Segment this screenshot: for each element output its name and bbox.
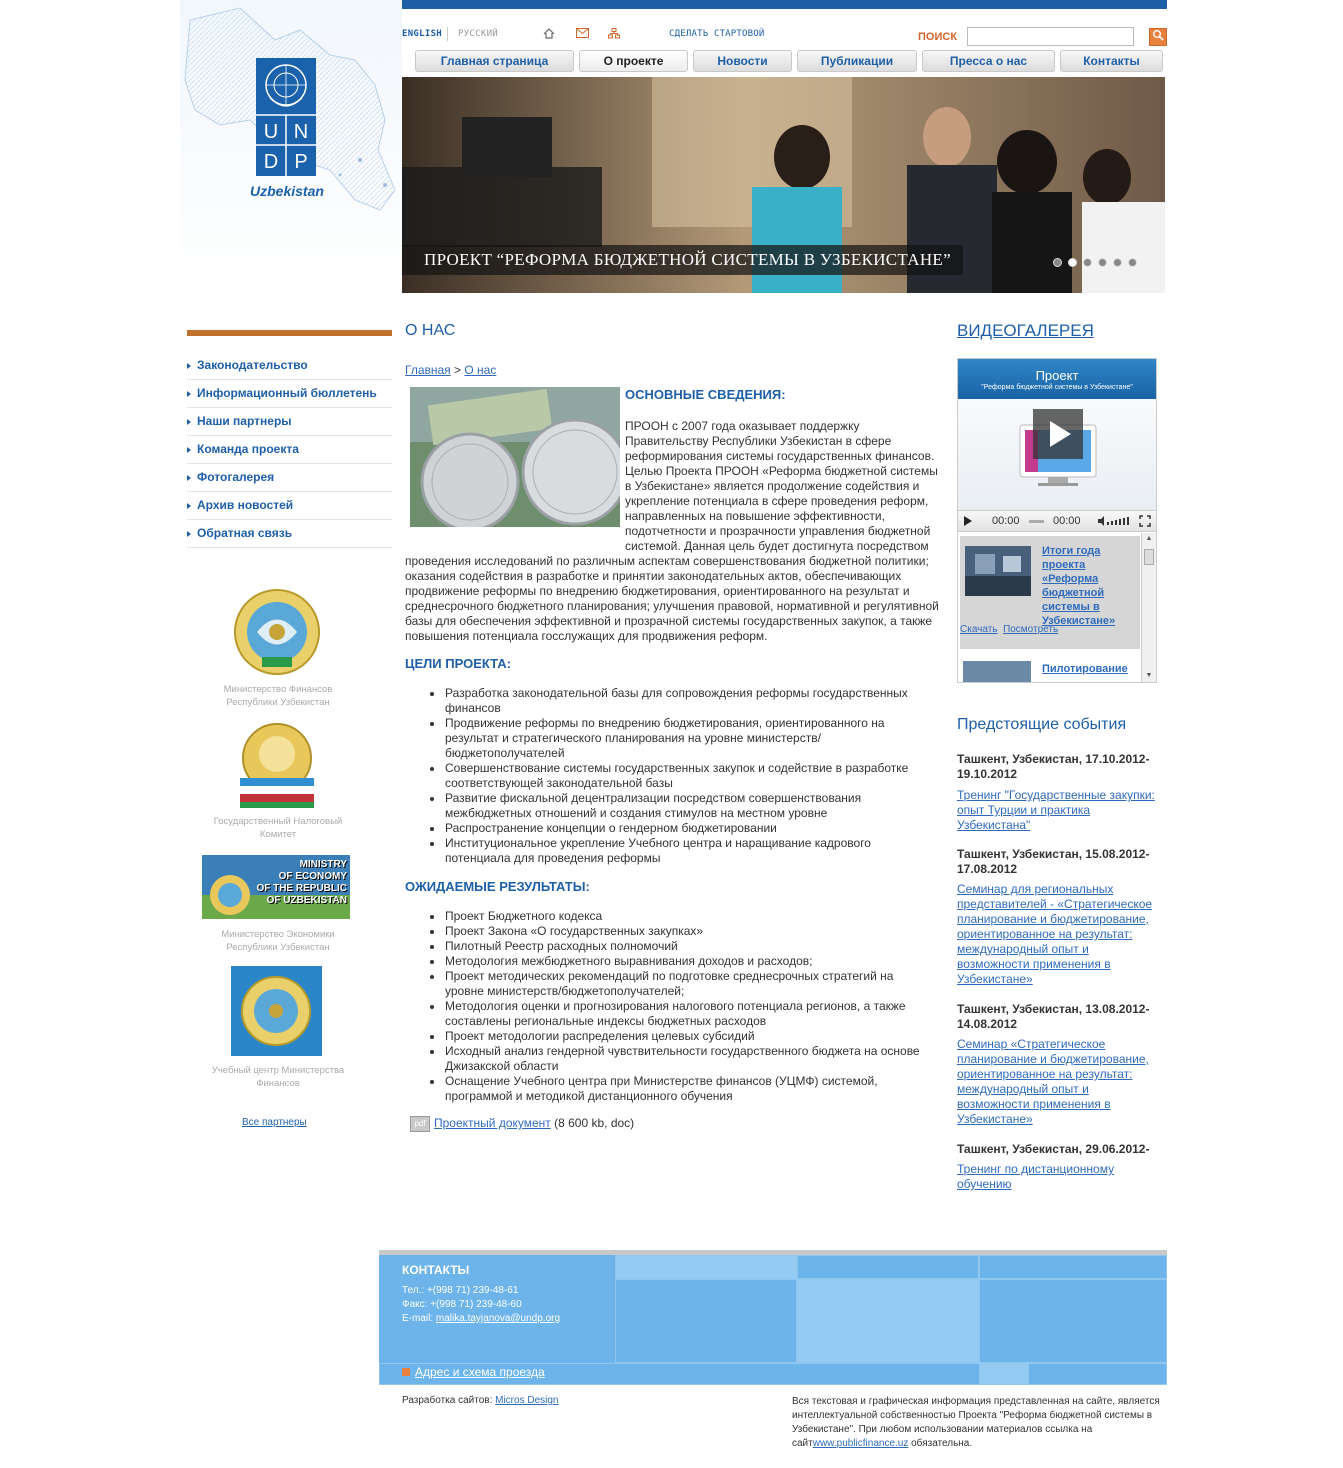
event-link[interactable]: Тренинг по дистанционному обучению bbox=[957, 1162, 1115, 1191]
breadcrumb-separator: > bbox=[450, 363, 465, 377]
logo-letter-d: D bbox=[263, 151, 279, 173]
lang-russian-link[interactable]: РУССКИЙ bbox=[458, 29, 499, 39]
video-list bbox=[958, 533, 1156, 683]
video-screen[interactable] bbox=[958, 359, 1156, 510]
results-list bbox=[427, 909, 927, 1104]
tab-news[interactable]: Новости bbox=[693, 50, 792, 72]
video-screen-subtitle: "Реформа бюджетной системы в Узбекистане" bbox=[981, 384, 1133, 391]
scroll-thumb[interactable] bbox=[1144, 549, 1154, 565]
list-item: Разработка законодательной базы для сопровождения реформы государственных финансов bbox=[427, 686, 927, 716]
partner-caption-ministry-economy: Министерство Экономики Республики Узбекистан bbox=[221, 929, 335, 953]
sidebar-item-team[interactable]: Команда проекта bbox=[187, 436, 392, 464]
home-icon[interactable] bbox=[542, 28, 556, 40]
video-progress-bar[interactable] bbox=[1029, 520, 1044, 523]
footer-decor-cell bbox=[615, 1255, 797, 1279]
footer-contacts-title: КОНТАКТЫ bbox=[402, 1263, 470, 1277]
list-item: Исходный анализ гендерной чувствительности государственного бюджета на основе Джизакской области bbox=[427, 1044, 927, 1074]
tab-publications[interactable]: Публикации bbox=[797, 50, 917, 72]
lang-english-link[interactable]: ENGLISH bbox=[402, 29, 443, 39]
event-link[interactable]: Тренинг "Государственные закупки: опыт Турции и практика Узбекистана" bbox=[957, 788, 1155, 832]
video-thumbnail[interactable] bbox=[965, 546, 1031, 596]
breadcrumb-current[interactable]: О нас bbox=[464, 363, 497, 377]
breadcrumb bbox=[405, 363, 496, 377]
ministry-logo-line-4: OF UZBEKISTAN bbox=[266, 895, 347, 906]
list-item: Проект Закона «О государственных закупках» bbox=[427, 924, 927, 939]
copyright-text: Вся текстовая и графическая информация представленная на сайте, является интеллектуальной собственностью Проекта "Реформа бюджетной системы в Узбекистане". При любом использовании материалов ссылка на сайт bbox=[792, 1396, 1160, 1449]
slide-dot-6[interactable] bbox=[1128, 258, 1137, 267]
play-button-icon[interactable] bbox=[964, 516, 972, 526]
event-date: Ташкент, Узбекистан, 17.10.2012-19.10.2012 bbox=[957, 752, 1150, 781]
logo-letter-n: N bbox=[293, 121, 309, 143]
video-controls bbox=[958, 510, 1156, 532]
event-date: Ташкент, Узбекистан, 29.06.2012- bbox=[957, 1142, 1150, 1156]
list-item: Развитие фискальной децентрализации посредством совершенствования межбюджетных отношений и создания стимулов на местном уровне bbox=[427, 791, 927, 821]
footer-fax: Факс: +(998 71) 239-48-60 bbox=[402, 1299, 522, 1310]
partner-logo-training-center[interactable] bbox=[231, 966, 322, 1056]
tab-press[interactable]: Пресса о нас bbox=[922, 50, 1055, 72]
list-item: Продвижение реформы по внедрению бюджетирования, ориентированного на результат и стратегического планирования на уровне министерств/бюджетополучателей bbox=[427, 716, 927, 761]
slide-dot-5[interactable] bbox=[1113, 258, 1122, 267]
video-item-title[interactable]: Пилотирование bbox=[1042, 663, 1128, 675]
search-icon bbox=[1152, 29, 1164, 41]
sidebar-item-legislation[interactable]: Законодательство bbox=[187, 352, 392, 380]
video-download-link[interactable]: Скачать bbox=[960, 624, 998, 635]
scroll-down-icon[interactable]: ▼ bbox=[1145, 672, 1153, 679]
list-item: Методология межбюджетного выравнивания доходов и расходов; bbox=[427, 954, 927, 969]
logo-letter-p: P bbox=[294, 151, 308, 173]
project-document-link[interactable]: Проектный документ bbox=[434, 1116, 551, 1131]
project-document-row bbox=[410, 1116, 634, 1132]
page-title: О НАС bbox=[405, 322, 456, 339]
partner-logo-tax-committee[interactable] bbox=[234, 720, 320, 810]
list-item: Методология оценки и прогнозирования налогового потенциала регионов, а также составлены региональные индексы бюджетных расходов bbox=[427, 999, 927, 1029]
lang-separator bbox=[447, 27, 448, 41]
section-goals-title: ЦЕЛИ ПРОЕКТА: bbox=[405, 656, 511, 671]
slide-dot-3[interactable] bbox=[1083, 258, 1092, 267]
tab-about-project[interactable]: О проекте bbox=[579, 50, 688, 72]
footer-contacts bbox=[379, 1255, 1167, 1385]
list-item: Проект методических рекомендаций по подготовке среднесрочных стратегий на уровне министерств/бюджетополучателей; bbox=[427, 969, 927, 999]
event-date: Ташкент, Узбекистан, 15.08.2012-17.08.2012 bbox=[957, 847, 1150, 876]
footer-phone: Тел.: +(998 71) 239-48-61 bbox=[402, 1285, 519, 1296]
ministry-logo-line-3: OF THE REPUBLIC bbox=[256, 883, 347, 894]
sidebar-accent-bar bbox=[187, 330, 392, 336]
sidebar-item-feedback[interactable]: Обратная связь bbox=[187, 520, 392, 548]
video-item-actions bbox=[960, 624, 1058, 635]
event-date: Ташкент, Узбекистан, 13.08.2012-14.08.2012 bbox=[957, 1002, 1150, 1031]
project-document-meta: (8 600 kb, doc) bbox=[550, 1116, 635, 1131]
video-thumbnail[interactable] bbox=[963, 661, 1031, 683]
list-item: Проект методологии распределения целевых субсидий bbox=[427, 1029, 927, 1044]
footer-decor-cell bbox=[615, 1279, 797, 1363]
footer-email-label: E-mail: bbox=[402, 1313, 436, 1324]
footer-decor-cell bbox=[797, 1279, 979, 1363]
list-item: Проект Бюджетного кодекса bbox=[427, 909, 927, 924]
footer-decor-cell bbox=[979, 1255, 1167, 1279]
developer-link[interactable]: Micros Design bbox=[495, 1395, 559, 1406]
video-item-title[interactable]: Итоги года проекта «Реформа бюджетной системы в Узбекистане» bbox=[1042, 545, 1116, 627]
address-map-link[interactable]: Адрес и схема проезда bbox=[402, 1365, 545, 1379]
footer-decor-cell bbox=[979, 1279, 1167, 1363]
document-file-icon: pdf bbox=[410, 1116, 430, 1132]
partner-caption-minfin: Министерство Финансов Республики Узбекистан bbox=[223, 684, 333, 708]
partner-caption-tax-committee: Государственный Налоговый Комитет bbox=[213, 816, 343, 840]
hero-caption: ПРОЕКТ “РЕФОРМА БЮДЖЕТНОЙ СИСТЕМЫ В УЗБЕКИСТАНЕ” bbox=[402, 245, 963, 275]
partner-logo-ministry-economy[interactable] bbox=[202, 855, 350, 919]
sidebar-item-news-archive[interactable]: Архив новостей bbox=[187, 492, 392, 520]
partner-logo-minfin[interactable] bbox=[232, 587, 322, 677]
set-homepage-link[interactable]: СДЕЛАТЬ СТАРТОВОЙ bbox=[669, 29, 765, 39]
breadcrumb-home[interactable]: Главная bbox=[405, 363, 451, 377]
site-developer bbox=[402, 1395, 558, 1406]
intro-paragraph: ПРООН с 2007 года оказывает поддержку Правительству Республики Узбекистан в сфере реформирования системы государственных финансов. Целью Проекта ПРООН «Реформа бюджетной системы в Узбекистане» является продолжение содействия и укрепление потенциала в сфере проведения реформ, направленных на повышение эффективности, подотчетности и прозрачности управления бюджетной системой. Данная цель будет достигнута посредством проведения исследований по различным аспектам совершенствования бюджетной политики; оказания содействия в разработке и принятии законодательных актов, обеспечивающих продвижение реформы по внедрению бюджетирования, ориентированного на результат и среднесрочного бюджетного планирования; улучшения правовой, нормативной и регулятивной базы для обеспечения эффективной и прозрачной системы государственных закупок, а также повышения потенциала госслужащих для продвижения реформ. bbox=[405, 419, 939, 643]
footer-decor-cell bbox=[797, 1255, 979, 1279]
copyright-text-end: обязательна. bbox=[908, 1438, 973, 1449]
ministry-logo-line-1: MINISTRY bbox=[299, 859, 347, 870]
ministry-logo-line-2: OF ECONOMY bbox=[278, 871, 347, 882]
intro-image-spacer bbox=[405, 419, 625, 547]
slide-dot-1[interactable] bbox=[1053, 258, 1062, 267]
sidebar-item-bulletin[interactable]: Информационный бюллетень bbox=[187, 380, 392, 408]
search-button[interactable] bbox=[1149, 28, 1167, 46]
slide-dot-4[interactable] bbox=[1098, 258, 1107, 267]
video-list-item[interactable] bbox=[960, 536, 1140, 649]
tab-contacts[interactable]: Контакты bbox=[1060, 50, 1163, 72]
intro-text bbox=[405, 419, 942, 644]
list-item: Совершенствование системы государственных закупок и содействие в разработке соответствующей законодательной базы bbox=[427, 761, 927, 791]
mail-icon[interactable] bbox=[575, 28, 589, 40]
upcoming-events-title: Предстоящие события bbox=[957, 716, 1127, 733]
event-link[interactable]: Семинар «Стратегическое планирование и бюджетирование, ориентированное на результат: международный опыт и возможности применения в Узбекистане» bbox=[957, 1037, 1149, 1126]
footer-email-link[interactable]: malika.tayjanova@undp.org bbox=[435, 1313, 561, 1324]
video-watch-link[interactable]: Посмотреть bbox=[1003, 624, 1059, 635]
video-time-total: 00:00 bbox=[1053, 515, 1081, 527]
sidebar-item-photogallery[interactable]: Фотогалерея bbox=[187, 464, 392, 492]
scroll-up-icon[interactable]: ▲ bbox=[1145, 535, 1153, 542]
search-label: ПОИСК bbox=[918, 31, 958, 43]
fullscreen-icon[interactable] bbox=[1139, 515, 1151, 527]
developer-label: Разработка сайтов: bbox=[402, 1395, 496, 1406]
partner-caption-training-center: Учебный центр Министерства Финансов bbox=[211, 1065, 345, 1089]
video-screen-title: Проект bbox=[1035, 368, 1079, 383]
video-time-current: 00:00 bbox=[992, 515, 1020, 527]
sitemap-icon[interactable] bbox=[607, 28, 621, 40]
copyright-site-link[interactable]: www.publicfinance.uz bbox=[812, 1438, 909, 1449]
footer-email-row bbox=[402, 1313, 560, 1324]
list-item: Институциональное укрепление Учебного центра и наращивание кадрового потенциала для проведения реформы bbox=[427, 836, 927, 866]
main-nav bbox=[415, 50, 1165, 72]
all-partners-link[interactable]: Все партнеры bbox=[242, 1117, 307, 1128]
slide-dot-2[interactable] bbox=[1068, 258, 1077, 267]
event-link[interactable]: Семинар для региональных представителей - «Стратегическое планирование и бюджетирование, ориентированное на результат: международный опыт и возможности применения в Узбекистане» bbox=[957, 882, 1153, 986]
list-item: Распространение концепции о гендерном бюджетировании bbox=[427, 821, 927, 836]
video-gallery-title[interactable]: ВИДЕОГАЛЕРЕЯ bbox=[957, 321, 1094, 340]
logo-caption: Uzbekistan bbox=[250, 183, 324, 199]
footer-decor-cell bbox=[979, 1363, 1029, 1385]
copyright-notice bbox=[792, 1395, 1164, 1451]
sidebar-item-partners[interactable]: Наши партнеры bbox=[187, 408, 392, 436]
video-list-scrollbar[interactable] bbox=[1141, 533, 1156, 683]
goals-list bbox=[427, 686, 927, 866]
logo-letter-u: U bbox=[263, 121, 279, 143]
video-player bbox=[957, 358, 1157, 683]
undp-logo[interactable] bbox=[256, 58, 316, 176]
list-item: Оснащение Учебного центра при Министерстве финансов (УЦМФ) системой, программой и методикой дистанционного обучения bbox=[427, 1074, 927, 1104]
search-input[interactable] bbox=[967, 27, 1134, 46]
sidebar-menu bbox=[187, 352, 392, 548]
volume-icon[interactable] bbox=[1098, 515, 1130, 527]
video-screen-header bbox=[958, 359, 1156, 399]
top-blue-bar bbox=[402, 0, 1167, 9]
list-item: Пилотный Реестр расходных полномочий bbox=[427, 939, 927, 954]
section-results-title: ОЖИДАЕМЫЕ РЕЗУЛЬТАТЫ: bbox=[405, 879, 590, 894]
section-basic-info-title: ОСНОВНЫЕ СВЕДЕНИЯ: bbox=[625, 387, 786, 402]
tab-home[interactable]: Главная страница bbox=[415, 50, 574, 72]
